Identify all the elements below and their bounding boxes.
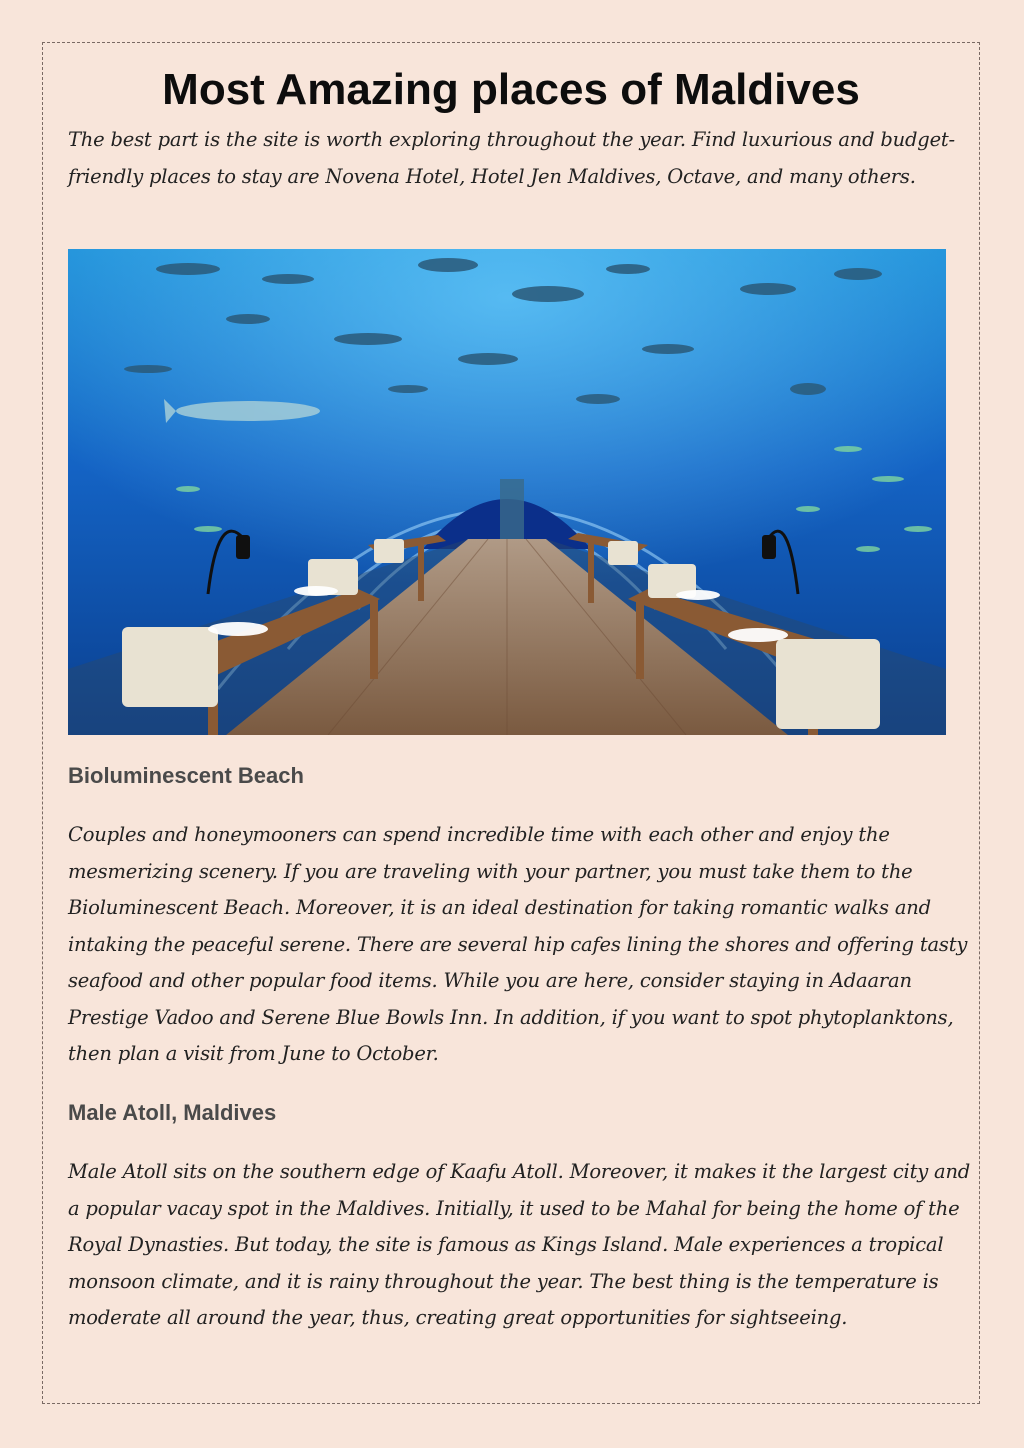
page-title: Most Amazing places of Maldives <box>162 65 860 114</box>
section-body-male-atoll: Male Atoll sits on the southern edge of Kaafu Atoll. Moreover, it makes it the largest city and a popular vacay spot in the Maldives. Initially, it used to be Mahal for being the home of the Royal Dynasties. But today, the site is famous as Kings Island. Male experiences a tropical monsoon climate, and it is rainy throughout the year. The best thing is the temperature is moderate all around the year, thus, creating great opportunities for sightseeing. <box>68 1160 971 1329</box>
underwater-restaurant-photo <box>68 249 946 735</box>
section-heading-bioluminescent-beach: Bioluminescent Beach <box>68 763 304 788</box>
section-body-bioluminescent-beach: Couples and honeymooners can spend incredible time with each other and enjoy the mesmerizing scenery. If you are traveling with your partner, you must take them to the Bioluminescent Beach. Moreover, it is an ideal destination for taking romantic walks and intaking the peaceful serene. There are several hip cafes lining the shores and offering tasty seafood and other popular food items. While you are here, consider staying in Adaaran Prestige Vadoo and Serene Blue Bowls Inn. In addition, if you want to spot phytoplanktons, then plan a visit from June to October. <box>68 823 968 1065</box>
intro-paragraph: The best part is the site is worth exploring throughout the year. Find luxurious and budget-friendly places to stay are Novena Hotel, Hotel Jen Maldives, Octave, and many others. <box>68 128 955 188</box>
section-heading-male-atoll: Male Atoll, Maldives <box>68 1100 277 1125</box>
